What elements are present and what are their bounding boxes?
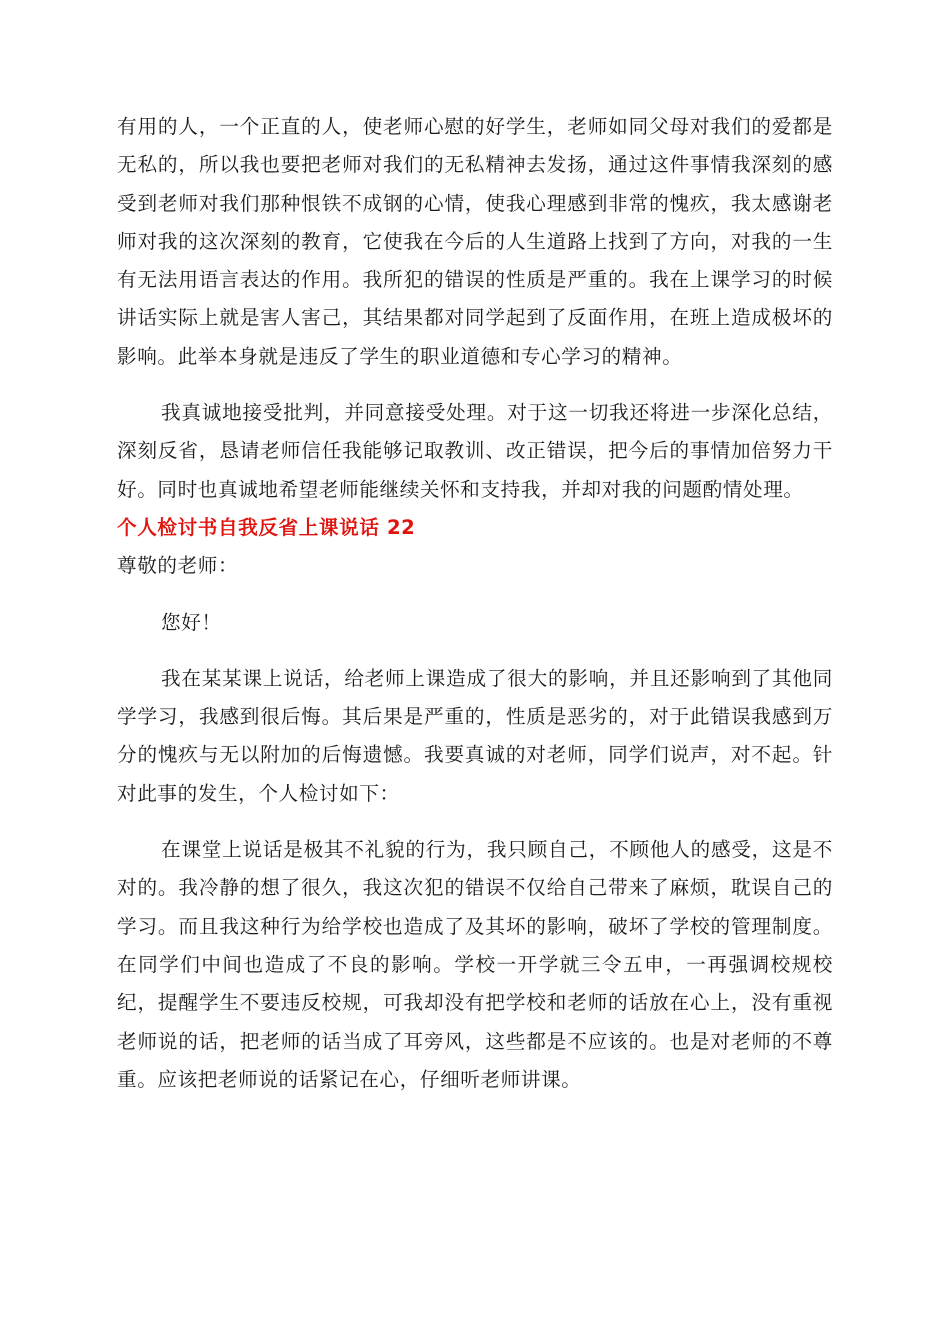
document-body <box>117 108 833 1099</box>
paragraph-reflection: 在课堂上说话是极其不礼貌的行为，我只顾自己，不顾他人的感受，这是不对的。我冷静的想了很久，我这次犯的错误不仅给自己带来了麻烦，耽误自己的学习。而且我这种行为给学校也造成了及其坏的影响，破坏了学校的管理制度。在同学们中间也造成了不良的影响。学校一开学就三令五申，一再强调校规校纪，提醒学生不要违反校规，可我却没有把学校和老师的话放在心上，没有重视老师说的话，把老师的话当成了耳旁风，这些都是不应该的。也是对老师的不尊重。应该把老师说的话紧记在心，仔细听老师讲课。 <box>117 838 833 1091</box>
paragraph-apology: 我在某某课上说话，给老师上课造成了很大的影响，并且还影响到了其他同学学习，我感到很后悔。其后果是严重的，性质是恶劣的，对于此错误我感到万分的愧疚与无以附加的后悔遗憾。我要真诚的对老师，同学们说声，对不起。针对此事的发生，个人检讨如下： <box>117 666 833 805</box>
salutation: 尊敬的老师： <box>117 554 239 578</box>
paragraph-continuation: 有用的人，一个正直的人，使老师心慰的好学生，老师如同父母对我们的爱都是无私的，所以我也要把老师对我们的无私精神去发扬，通过这件事情我深刻的感受到老师对我们那种恨铁不成钢的心情，使我心理感到非常的愧疚，我太感谢老师对我的这次深刻的教育，它使我在今后的人生道路上找到了方向，对我的一生有无法用语言表达的作用。我所犯的错误的性质是严重的。我在上课学习的时候讲话实际上就是害人害己，其结果都对同学起到了反面作用，在班上造成极坏的影响。此举本身就是违反了学生的职业道德和专心学习的精神。 <box>117 115 833 368</box>
paragraph-acceptance: 我真诚地接受批判，并同意接受处理。对于这一切我还将进一步深化总结，深刻反省，恳请老师信任我能够记取教训、改正错误，把今后的事情加倍努力干好。同时也真诚地希望老师能继续关怀和支持我，并却对我的问题酌情处理。 <box>117 401 833 501</box>
greeting: 您好！ <box>161 610 222 634</box>
section-title: 个人检讨书自我反省上课说话 22 <box>117 515 416 539</box>
